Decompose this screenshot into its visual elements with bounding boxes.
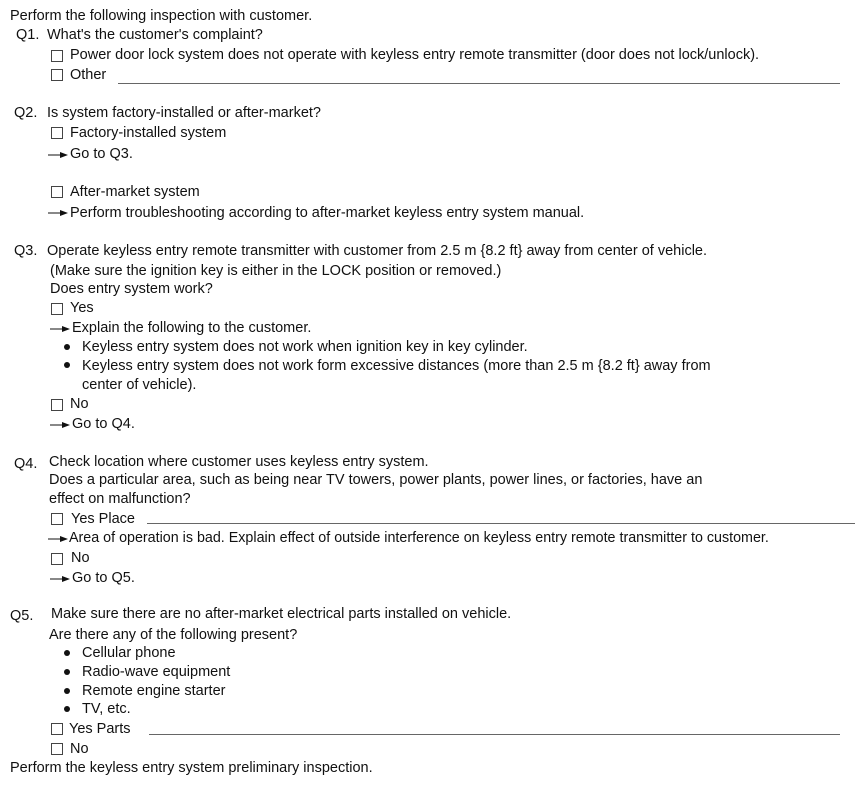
q3-bullet2-line2: center of vehicle). [82, 377, 197, 393]
bullet-icon [64, 650, 70, 656]
q2-option1-result: Go to Q3. [70, 146, 133, 162]
q3-note: (Make sure the ignition key is either in the LOCK position or removed.) [50, 263, 502, 279]
q5-instruction: Make sure there are no after-market electrical parts installed on vehicle. [51, 606, 512, 622]
q2-number: Q2. [14, 105, 38, 121]
q5-yes-checkbox[interactable] [51, 723, 63, 735]
q5-yes-label: Yes Parts [69, 721, 131, 737]
q1-option1-label: Power door lock system does not operate with keyless entry remote transmitter (door does not lock/unlock). [70, 47, 760, 63]
q2-option2-result: Perform troubleshooting according to after-market keyless entry system manual. [70, 205, 585, 221]
q1-number: Q1. [16, 27, 40, 43]
bullet-icon [64, 362, 70, 368]
bullet-icon [64, 706, 70, 712]
q1-option2-checkbox[interactable] [51, 69, 63, 81]
q5-no-checkbox[interactable] [51, 743, 63, 755]
q2-option1-checkbox[interactable] [51, 127, 63, 139]
bullet-icon [64, 688, 70, 694]
q4-question-cont: effect on malfunction? [49, 491, 191, 507]
q1-option1-checkbox[interactable] [51, 50, 63, 62]
q2-option1-label: Factory-installed system [70, 125, 227, 141]
intro-text: Perform the following inspection with customer. [10, 8, 313, 24]
q4-number: Q4. [14, 456, 38, 472]
q5-item-4: TV, etc. [82, 701, 131, 717]
q4-yes-checkbox[interactable] [51, 513, 63, 525]
q3-question: Does entry system work? [50, 281, 213, 297]
q4-instruction: Check location where customer uses keyless entry system. [49, 454, 429, 470]
q5-no-label: No [70, 741, 89, 757]
q4-no-checkbox[interactable] [51, 553, 63, 565]
q5-item-2: Radio-wave equipment [82, 664, 231, 680]
q5-number: Q5. [10, 608, 34, 624]
q2-option2-checkbox[interactable] [51, 186, 63, 198]
arrow-right-icon [48, 534, 68, 544]
q3-yes-label: Yes [70, 300, 94, 316]
q3-number: Q3. [14, 243, 38, 259]
q1-other-input-line[interactable] [118, 83, 840, 84]
arrow-right-icon [50, 324, 70, 334]
q3-no-label: No [70, 396, 89, 412]
q5-parts-input-line[interactable] [149, 734, 840, 735]
q4-no-label: No [71, 550, 90, 566]
q2-question: Is system factory-installed or after-market? [47, 105, 321, 121]
q3-bullet2-line1: Keyless entry system does not work form excessive distances (more than 2.5 m {8.2 ft} away from [82, 358, 711, 374]
arrow-right-icon [48, 208, 68, 218]
q2-option2-label: After-market system [70, 184, 200, 200]
q5-question: Are there any of the following present? [49, 627, 298, 643]
q5-item-3: Remote engine starter [82, 683, 226, 699]
bullet-icon [64, 344, 70, 350]
arrow-right-icon [48, 150, 68, 160]
q4-yes-result: Area of operation is bad. Explain effect of outside interference on keyless entry remote transmitter to customer. [69, 530, 769, 546]
q4-place-input-line[interactable] [147, 523, 855, 524]
arrow-right-icon [50, 574, 70, 584]
q1-question: What's the customer's complaint? [47, 27, 263, 43]
q3-no-checkbox[interactable] [51, 399, 63, 411]
arrow-right-icon [50, 420, 70, 430]
q3-yes-result: Explain the following to the customer. [72, 320, 312, 336]
q3-yes-checkbox[interactable] [51, 303, 63, 315]
q1-option2-label: Other [70, 67, 107, 83]
outro-text: Perform the keyless entry system preliminary inspection. [10, 760, 373, 776]
bullet-icon [64, 669, 70, 675]
q4-yes-label: Yes Place [71, 511, 135, 527]
q3-bullet1: Keyless entry system does not work when ignition key in key cylinder. [82, 339, 528, 355]
q4-question: Does a particular area, such as being near TV towers, power plants, power lines, or factories, have an [49, 472, 703, 488]
q3-no-result: Go to Q4. [72, 416, 135, 432]
q5-item-1: Cellular phone [82, 645, 176, 661]
q4-no-result: Go to Q5. [72, 570, 135, 586]
q3-instruction: Operate keyless entry remote transmitter with customer from 2.5 m {8.2 ft} away from center of vehicle. [47, 243, 708, 259]
